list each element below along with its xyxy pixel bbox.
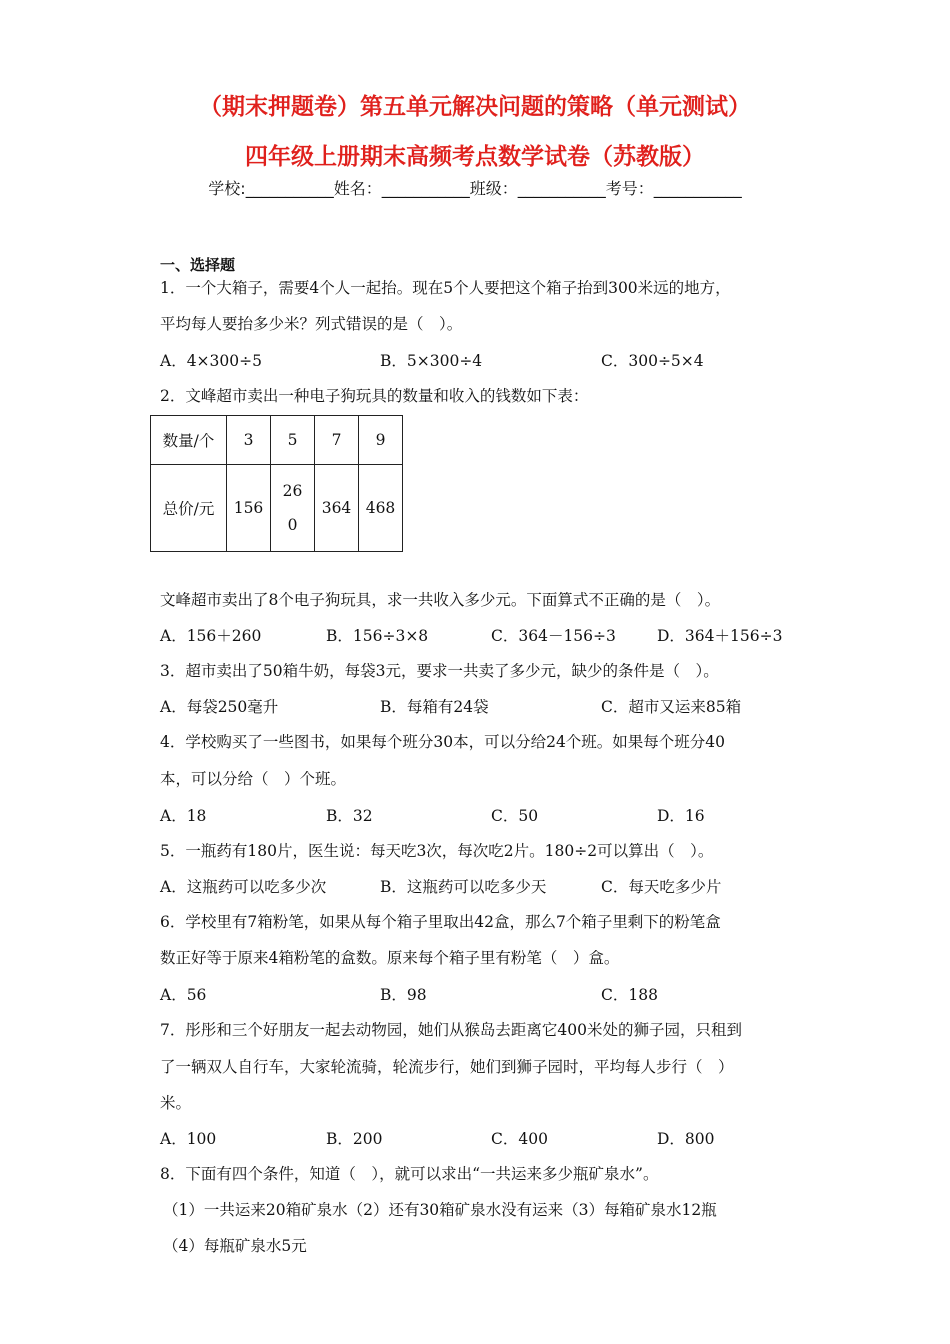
- q7-option-c: C．400: [491, 1130, 548, 1148]
- q5-option-b: B．这瓶药可以吃多少天: [380, 878, 547, 896]
- table-cell: 156: [227, 465, 271, 552]
- q5-text-line1: 5．一瓶药有180片，医生说：每天吃3次，每次吃2片。180÷2可以算出（ ）。: [160, 842, 714, 860]
- q5-option-c: C．每天吃多少片: [601, 878, 722, 896]
- q7-text-line2: 了一辆双人自行车，大家轮流骑，轮流步行，她们到狮子园时，平均每人步行（ ）: [160, 1058, 734, 1076]
- q6-option-a: A．56: [160, 986, 207, 1004]
- q8-text-line1: 8．下面有四个条件，知道（ ），就可以求出“一共运来多少瓶矿泉水”。: [160, 1165, 659, 1183]
- section-title: 一、选择题: [160, 256, 236, 274]
- q4-option-d: D．16: [657, 807, 705, 825]
- q6-text-line2: 数正好等于原来4箱粉笔的盒数。原来每个箱子里有粉笔（ ）盒。: [160, 949, 620, 967]
- table-row: [151, 416, 403, 465]
- q2-option-d: D．364＋156÷3: [657, 627, 783, 645]
- q1-option-b: B．5×300÷4: [380, 352, 483, 370]
- q6-text-line1: 6．学校里有7箱粉笔，如果从每个箱子里取出42盒，那么7个箱子里剩下的粉笔盒: [160, 913, 721, 931]
- table-cell: 总价/元: [151, 465, 227, 552]
- q4-option-b: B．32: [326, 807, 373, 825]
- price-table: [150, 415, 403, 552]
- q3-option-a: A．每袋250毫升: [160, 698, 279, 716]
- q7-option-a: A．100: [160, 1130, 217, 1148]
- q4-option-a: A．18: [160, 807, 207, 825]
- table-cell: 364: [315, 465, 359, 552]
- table-cell: 5: [271, 416, 315, 465]
- student-info-line: 学校:___________姓名：___________班级：___________考号：___________: [208, 179, 742, 198]
- title-line-1: （期末押题卷）第五单元解决问题的策略（单元测试）: [199, 94, 751, 120]
- q2-text-line1: 2．文峰超市卖出一种电子狗玩具的数量和收入的钱数如下表：: [160, 387, 589, 405]
- q2-option-a: A．156＋260: [160, 627, 262, 645]
- table-cell: [271, 465, 315, 552]
- table-cell-wrapped-value: 260: [282, 482, 303, 534]
- q5-option-a: A．这瓶药可以吃多少次: [160, 878, 327, 896]
- table-row: [151, 465, 403, 552]
- q3-text-line1: 3．超市卖出了50箱牛奶，每袋3元，要求一共卖了多少元，缺少的条件是（ ）。: [160, 662, 719, 680]
- q6-option-c: C．188: [601, 986, 658, 1004]
- table-cell: 468: [359, 465, 403, 552]
- q2-text-line2: 文峰超市卖出了8个电子狗玩具，求一共收入多少元。下面算式不正确的是（ ）。: [160, 591, 721, 609]
- q1-option-c: C．300÷5×4: [601, 352, 704, 370]
- table-cell: 3: [227, 416, 271, 465]
- q1-text-line2: 平均每人要抬多少米？列式错误的是（ ）。: [160, 315, 463, 333]
- table-cell: 7: [315, 416, 359, 465]
- q3-option-c: C．超市又运来85箱: [601, 698, 742, 716]
- q1-text-line1: 1．一个大箱子，需要4个人一起抬。现在5个人要把这个箱子抬到300米远的地方，: [160, 279, 731, 297]
- q7-text-line1: 7．彤彤和三个好朋友一起去动物园，她们从猴岛去距离它400米处的狮子园，只租到: [160, 1021, 742, 1039]
- table-cell: 数量/个: [151, 416, 227, 465]
- q6-option-b: B．98: [380, 986, 427, 1004]
- q7-text-line3: 米。: [160, 1094, 192, 1112]
- table-cell: 9: [359, 416, 403, 465]
- q4-option-c: C．50: [491, 807, 539, 825]
- q8-text-line3: （4）每瓶矿泉水5元: [163, 1237, 307, 1255]
- q3-option-b: B．每箱有24袋: [380, 698, 489, 716]
- q4-text-line2: 本，可以分给（ ）个班。: [160, 770, 347, 788]
- q7-option-d: D．800: [657, 1130, 715, 1148]
- q8-text-line2: （1）一共运来20箱矿泉水（2）还有30箱矿泉水没有运来（3）每箱矿泉水12瓶: [163, 1201, 717, 1219]
- q2-option-b: B．156÷3×8: [326, 627, 429, 645]
- title-line-2: 四年级上册期末高频考点数学试卷（苏教版）: [245, 144, 705, 170]
- q1-option-a: A．4×300÷5: [160, 352, 262, 370]
- q4-text-line1: 4．学校购买了一些图书，如果每个班分30本，可以分给24个班。如果每个班分40: [160, 733, 726, 751]
- q2-option-c: C．364－156÷3: [491, 627, 616, 645]
- q7-option-b: B．200: [326, 1130, 383, 1148]
